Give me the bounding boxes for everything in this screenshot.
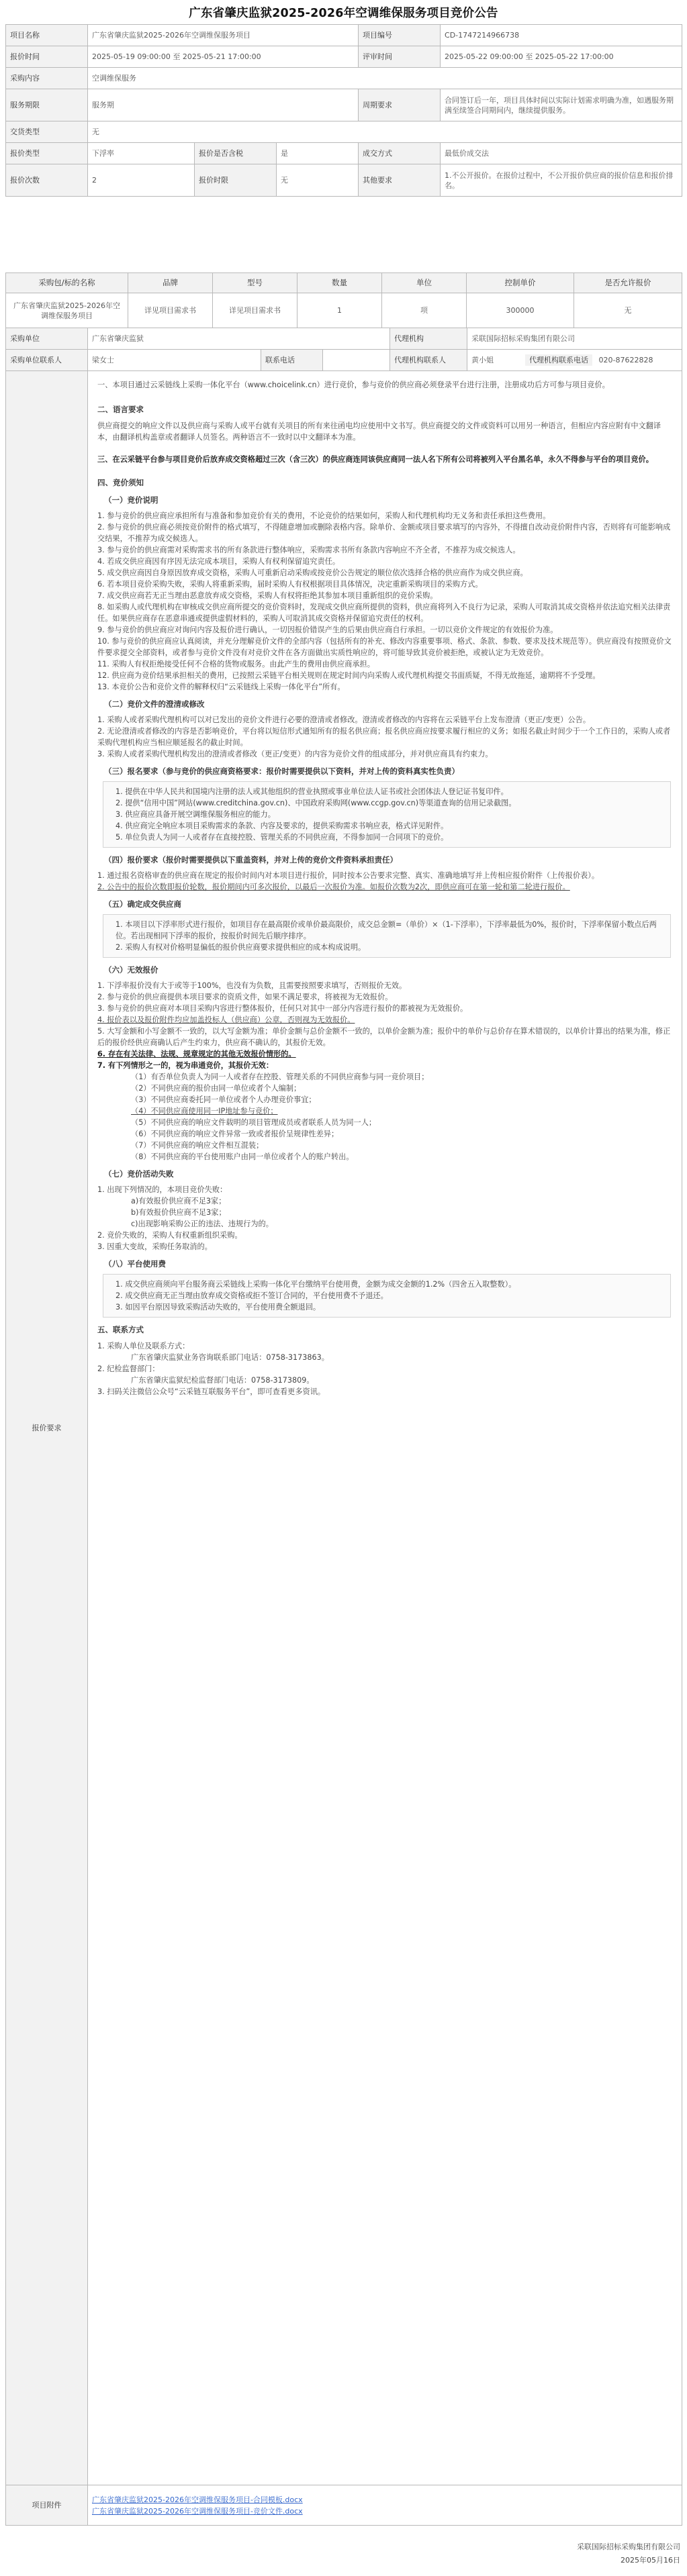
agent-phone-label: 代理机构联系电话 xyxy=(525,354,592,366)
list-item: 4. 若成交供应商因有序因无法完成本项目，采购人有权利保留追究责任。 xyxy=(97,557,340,566)
footer-org: 采联国际招标采购集团有限公司 xyxy=(577,2542,680,2551)
list-item: 10. 参与竞价的供应商应认真阅读，并充分理解竞价文件的全部内容（包括所有的补充、修改内容重要事项、格式、条款、参数、要求及技术规范等）。供应商没有按照竞价文件要求提交全部资料，或者参与竞价文件没有对竞价文件在各方面做出实质性响应的，将可能导致其竞价被拒绝，或被认定为无效竞价。 xyxy=(97,637,672,657)
list-item: 4. 报价表以及报价附件均应加盖投标人（供应商）公章，否则视为无效报价。 xyxy=(97,1015,355,1024)
list-item: 1. 采购人或者采购代理机构可以对已发出的竞价文件进行必要的澄清或者修改。澄清或者修改的内容将在云采链平台上发布澄清（更正/变更）公告。 xyxy=(97,715,591,724)
rounds-value: 2 xyxy=(88,164,195,197)
sub-title-4: （四）报价要求（报价时需要提供以下重盖资料，并对上传的竞价文件资料承担责任） xyxy=(104,855,398,864)
list-item: （6）不同供应商的响应文件异常一致或者报价呈规律性差异； xyxy=(131,1130,339,1138)
period-req: 合同签订后一年，项目具体时间以实际计划需求明确为准，如遇服务期满至续签合同期间内，继续提供服务。 xyxy=(441,89,682,121)
footer-date: 2025年05月16日 xyxy=(621,2556,680,2565)
agent-person-label: 代理机构联系人 xyxy=(390,350,467,371)
list-item: 9. 参与竞价的供应商应对询问内容及报价进行确认，一切因报价错误产生的后果由供应商自行承担。一切以竞价文件规定的有效报价为准。 xyxy=(97,626,558,634)
phone-label: 联系电话 xyxy=(261,350,323,371)
phone-value xyxy=(323,350,390,371)
list-item: （3）不同供应商委托同一单位或者个人办理竞价事宜； xyxy=(131,1095,316,1104)
agent-person-value xyxy=(467,350,682,371)
project-no-label: 项目编号 xyxy=(359,25,441,46)
sub-title-6: （六）无效报价 xyxy=(104,965,158,975)
tax-label: 报价是否含税 xyxy=(195,143,277,164)
notice-label: 报价要求 xyxy=(6,371,88,2485)
list-item: 11. 采购人有权拒绝接受任何不合格的货物或服务。由此产生的费用由供应商承担。 xyxy=(97,660,375,668)
section-1: 一、本项目通过云采链线上采购一体化平台（www.choicelink.cn）进行竞价，参与竞价的供应商必须登录平台进行注册，注册成功后方可参与项目竞价。 xyxy=(97,381,610,389)
period-req-label: 周期要求 xyxy=(359,89,441,121)
bid-type-label: 报价类型 xyxy=(6,143,88,164)
period-label: 服务期限 xyxy=(6,89,88,121)
list-item: 6. 存在有关法律、法规、规章规定的其他无效报价情形的。 xyxy=(97,1050,296,1058)
notice-content xyxy=(88,371,682,1407)
list-item: 2. 成交供应商无正当理由放弃成交资格或拒不签订合同的，平台使用费不予退还。 xyxy=(116,1291,388,1300)
eval-time-label: 评审时间 xyxy=(359,46,441,68)
items-header-row xyxy=(6,273,682,293)
list-item: （2）不同供应商的报价由同一单位或者个人编制； xyxy=(131,1084,302,1093)
project-no: CD-1747214966738 xyxy=(441,25,682,46)
agency-label: 代理机构 xyxy=(390,328,467,350)
deal-label: 成交方式 xyxy=(359,143,441,164)
deal-value: 最低价成交法 xyxy=(441,143,682,164)
list-item: 12. 供应商为竞价结果承担相关的费用，已按照云采链平台相关规则在规定时间内向采购人或代理机构提交书面质疑，不得无故拖延，逾期将不予受理。 xyxy=(97,671,600,680)
item-price: 300000 xyxy=(467,293,574,328)
attachments-list xyxy=(88,2485,682,2526)
item-brand: 详见项目需求书 xyxy=(128,293,213,328)
list-item: 3. 采购人或者采购代理机构发出的澄清或者修改（更正/变更）的内容为竞价文件的组成部分，并对供应商具有约束力。 xyxy=(97,750,493,758)
list-item: 5. 大写金额和小写金额不一致的，以大写金额为准；单价金额与总价金额不一致的，以单价金额为准；报价中的单价与总价存在算术错误的，以单价计算出的结果为准，修正后的报价经供应商确认后产生约束力，供应商不确认的，其报价无效。 xyxy=(97,1027,671,1047)
items-header: 型号 xyxy=(213,273,297,293)
notice-table xyxy=(5,370,682,2485)
agent-phone: 020-87622828 xyxy=(598,356,653,364)
list-item: 1. 下浮率报价没有大于或等于100%，也没有为负数，且需要按照要求填写，否则报价无效。 xyxy=(97,981,407,990)
items-header: 控制单价 xyxy=(467,273,574,293)
list-item: c)出现影响采购公正的违法、违规行为的。 xyxy=(131,1220,273,1228)
list-item: 2. 竞价失败的，采购人有权重新组织采购。 xyxy=(97,1231,242,1240)
list-item: 8. 如采购人或代理机构在审核成交供应商所提交的竞价资料时，发现成交供应商所提供的资料，供应商将列入不良行为记录，采购人可取消其成交资格并依法追究相关法律责任。如果供应商存在恶意串通或提供虚假材料的，采购人可取消其成交资格并保留追究责任的权利。 xyxy=(97,603,671,623)
agency-value: 采联国际招标采购集团有限公司 xyxy=(467,328,682,350)
list-item: 1. 本项目以下浮率形式进行报价，如项目存在最高限价或单价最高限价，成交总金额=（单价）×（1-下浮率），下浮率最低为0%，报价时，下浮率保留小数点后两位。若出现相同下浮率的报价，按报价时间先后顺序排序。 xyxy=(116,920,657,940)
item-qty: 1 xyxy=(297,293,382,328)
content-label: 采购内容 xyxy=(6,68,88,89)
item-model: 详见项目需求书 xyxy=(213,293,297,328)
list-item: a)有效报价供应商不足3家； xyxy=(131,1197,226,1205)
list-item: 2. 公告中的报价次数即报价轮数，报价期间内可多次报价，以最后一次报价为准。如报价次数为2次，即供应商可在第一轮和第二轮进行报价。 xyxy=(97,883,570,891)
other-label: 其他要求 xyxy=(359,164,441,197)
list-item: （1）有否单位负责人为同一人或者存在控股、管理关系的不同供应商参与同一竞价项目； xyxy=(131,1073,429,1081)
unit-value: 广东省肇庆监狱 xyxy=(88,328,390,350)
unit-label: 采购单位 xyxy=(6,328,88,350)
list-item: 3. 因重大变故，采购任务取消的。 xyxy=(97,1242,212,1251)
list-item: 13. 本竞价公告和竞价文件的解释权归“云采链线上采购一体化平台”所有。 xyxy=(97,683,345,691)
fee-box xyxy=(103,1274,671,1318)
list-item: 1. 成交供应商须向平台服务商云采链线上采购一体化平台缴纳平台使用费，金额为成交金额的1.2%（四舍五入取整数）。 xyxy=(116,1280,516,1289)
list-item: 1. 通过报名资格审查的供应商在规定的报价时间内对本项目进行报价，同时按本公告要求完整、真实、准确地填写并上传相应报价附件（上传报价表）。 xyxy=(97,871,600,880)
list-item: （7）不同供应商的响应文件相互混装； xyxy=(131,1141,264,1150)
list-item: 6. 若本项目竞价采购失败，采购人将重新采购，届时采购人有权根据项目具体情况，决定重新采购项目的采购方式。 xyxy=(97,580,483,589)
item-name: 广东省肇庆监狱2025-2026年空调维保服务项目 xyxy=(6,293,128,328)
tax-value: 是 xyxy=(277,143,359,164)
items-header: 数量 xyxy=(297,273,382,293)
requirements-box xyxy=(103,781,671,848)
other-value: 1.不公开报价。在报价过程中，不公开报价供应商的报价信息和报价排名。 xyxy=(441,164,682,197)
sub-title-8: （八）平台使用费 xyxy=(104,1259,166,1269)
list-item: 4. 供应商完全响应本项目采购需求的条款、内容及要求的，提供采购需求书响应表，格式详见附件。 xyxy=(116,822,449,830)
rounds-label: 报价次数 xyxy=(6,164,88,197)
item-allow: 无 xyxy=(574,293,682,328)
limit-label: 报价时限 xyxy=(195,164,277,197)
list-item: 3. 参与竞价的供应商对本项目采购内容进行整体报价，任何只对其中一部分内容进行报价的都被视为无效报价。 xyxy=(97,1004,468,1013)
items-header: 品牌 xyxy=(128,273,213,293)
project-info-table xyxy=(5,24,682,197)
limit-value: 无 xyxy=(277,164,359,197)
list-item: （8）不同供应商的平台使用账户由同一单位或者个人的账户转出。 xyxy=(131,1152,354,1161)
delivery-label: 交货类型 xyxy=(6,121,88,143)
sub-title-1: （一）竞价说明 xyxy=(104,495,158,505)
list-item: 1. 采购人单位及联系方式： xyxy=(97,1342,190,1350)
list-item: 广东省肇庆监狱纪检监督部门电话：0758-3173809。 xyxy=(131,1376,314,1385)
list-item: 广东省肇庆监狱业务咨询联系部门电话：0758-3173863。 xyxy=(131,1353,329,1362)
agent-person: 黄小姐 xyxy=(471,356,494,364)
bid-type: 下浮率 xyxy=(88,143,195,164)
attach-label: 项目附件 xyxy=(6,2485,88,2526)
list-item: 3. 如因平台原因导致采购活动失败的，平台使用费全额退回。 xyxy=(116,1303,321,1311)
list-item: 2. 参与竞价的供应商提供本项目要求的资质文件，如果不满足要求，将被视为无效报价。 xyxy=(97,993,393,1001)
section-2: 供应商提交的响应文件以及供应商与采购人或平台就有关项目的所有来往函电均应使用中文书写。供应商提交的文件或资料可以用另一种语言，但相应内容应附有中文翻译本，由翻译机构盖章或者翻译人员签名。两种语言不一致时以中文翻译本为准。 xyxy=(97,422,661,442)
list-item: 3. 参与竞价的供应商需对采购需求书的所有条款进行整体响应，采购需求书所有条款内容响应不齐全者，不推荐为成交候选人。 xyxy=(97,546,520,554)
list-item: 3. 扫码关注微信公众号“云采链互联服务平台”，即可查看更多资讯。 xyxy=(97,1387,326,1396)
section-5-title: 五、联系方式 xyxy=(97,1325,144,1334)
bid-time: 2025-05-19 09:00:00 至 2025-05-21 17:00:00 xyxy=(88,46,359,68)
period: 服务期 xyxy=(88,89,359,121)
list-item: 2. 采购人有权对价格明显偏低的报价供应商要求提供相应的成本构成说明。 xyxy=(116,943,366,952)
deal-box xyxy=(103,914,671,958)
eval-time: 2025-05-22 09:00:00 至 2025-05-22 17:00:00 xyxy=(441,46,682,68)
list-item: 5. 成交供应商因自身原因放弃成交资格，采购人可重新启动采购或按竞价公告规定的顺位依次选择合格的供应商作为成交供应商。 xyxy=(97,568,528,577)
list-item: 2. 纪检监督部门： xyxy=(97,1365,160,1373)
sub-title-3: （三）报名要求（参与竞价的供应商资格要求：报价时需要提供以下资料，并对上传的资料真实性负责） xyxy=(104,766,459,776)
list-item: 2. 参与竞价的供应商必须按竞价附件的格式填写，不得随意增加或删除表格内容。除单价、金额或项目要求填写的内容外，不得擅自改动竞价附件内容，否则将有可能影响成交结果，不推荐为成交候选人。 xyxy=(97,523,671,543)
content: 空调维保服务 xyxy=(88,68,682,89)
page-title: 广东省肇庆监狱2025-2026年空调维保服务项目竞价公告 xyxy=(189,7,498,20)
list-item: （5）不同供应商的响应文件载明的项目管理成员或者联系人员为同一人； xyxy=(131,1118,377,1127)
section-3: 三、在云采链平台参与项目竞价后放弃成交资格超过三次（含三次）的供应商连同该供应商同一法人名下所有公司将被列入平台黑名单，永久不得参与平台的项目竞价。 xyxy=(97,455,653,464)
bid-time-label: 报价时间 xyxy=(6,46,88,68)
person-value: 梁女士 xyxy=(88,350,261,371)
list-item: 5. 单位负责人为同一人或者存在直接控股、管理关系的不同供应商，不得参加同一合同项下的竞价。 xyxy=(116,833,449,842)
list-item: 2. 提供“信用中国”网站(www.creditchina.gov.cn)、中国政府采购网(www.ccgp.gov.cn)等渠道查询的信用记录截图。 xyxy=(116,799,516,807)
sub-title-7: （七）竞价活动失败 xyxy=(104,1169,174,1179)
contact-table xyxy=(5,328,682,371)
sub-title-2: （二）竞价文件的澄清或修改 xyxy=(104,699,205,709)
items-table xyxy=(5,273,682,328)
attachment-link[interactable]: 广东省肇庆监狱2025-2026年空调维保服务项目-合同模板.docx xyxy=(92,2495,303,2504)
list-item: 1. 出现下列情况的，本项目竞价失败： xyxy=(97,1185,228,1194)
items-header: 单位 xyxy=(382,273,467,293)
list-item: 2. 无论澄清或者修改的内容是否影响竞价，平台将以短信形式通知所有的报名供应商；报名供应商应按要求履行相应的义务；如报名截止时间少于一个工作日的，采购人或者采购代理机构应当相应顺延报名的截止时间。 xyxy=(97,727,671,747)
table-row xyxy=(6,293,682,328)
list-item: 3. 供应商应具备开展空调维保服务相应的能力。 xyxy=(116,810,275,819)
list-item: （4）不同供应商使用同一IP地址参与竞价； xyxy=(131,1107,278,1116)
section-2-title: 二、语言要求 xyxy=(97,405,144,414)
items-header: 是否允许报价 xyxy=(574,273,682,293)
list-item: 1. 参与竞价的供应商应承担所有与准备和参加竞价有关的费用，不论竞价的结果如何，采购人和代理机构均无义务和责任承担这些费用。 xyxy=(97,511,551,520)
attachments-table xyxy=(5,2485,682,2526)
section-4-title: 四、竞价须知 xyxy=(97,478,144,487)
person-label: 采购单位联系人 xyxy=(6,350,88,371)
project-name-label: 项目名称 xyxy=(6,25,88,46)
project-name: 广东省肇庆监狱2025-2026年空调维保服务项目 xyxy=(88,25,359,46)
list-item: b)有效报价供应商不足3家； xyxy=(131,1208,226,1217)
list-item: 7. 成交供应商若无正当理由恶意放弃成交资格，采购人有权将拒绝其参加本项目重新组织的竞价采购。 xyxy=(97,591,438,600)
attachment-link[interactable]: 广东省肇庆监狱2025-2026年空调维保服务项目-竞价文件.docx xyxy=(92,2506,303,2516)
delivery: 无 xyxy=(88,121,682,143)
list-item: 1. 提供在中华人民共和国境内注册的法人或其他组织的营业执照或事业单位法人证书或社会团体法人登记证书复印件。 xyxy=(116,787,508,796)
list-item: 7. 有下列情形之一的，视为串通竞价，其报价无效： xyxy=(97,1061,274,1070)
sub-title-5: （五）确定成交供应商 xyxy=(104,899,181,909)
items-header: 采购包/标的名称 xyxy=(6,273,128,293)
item-unit: 项 xyxy=(382,293,467,328)
